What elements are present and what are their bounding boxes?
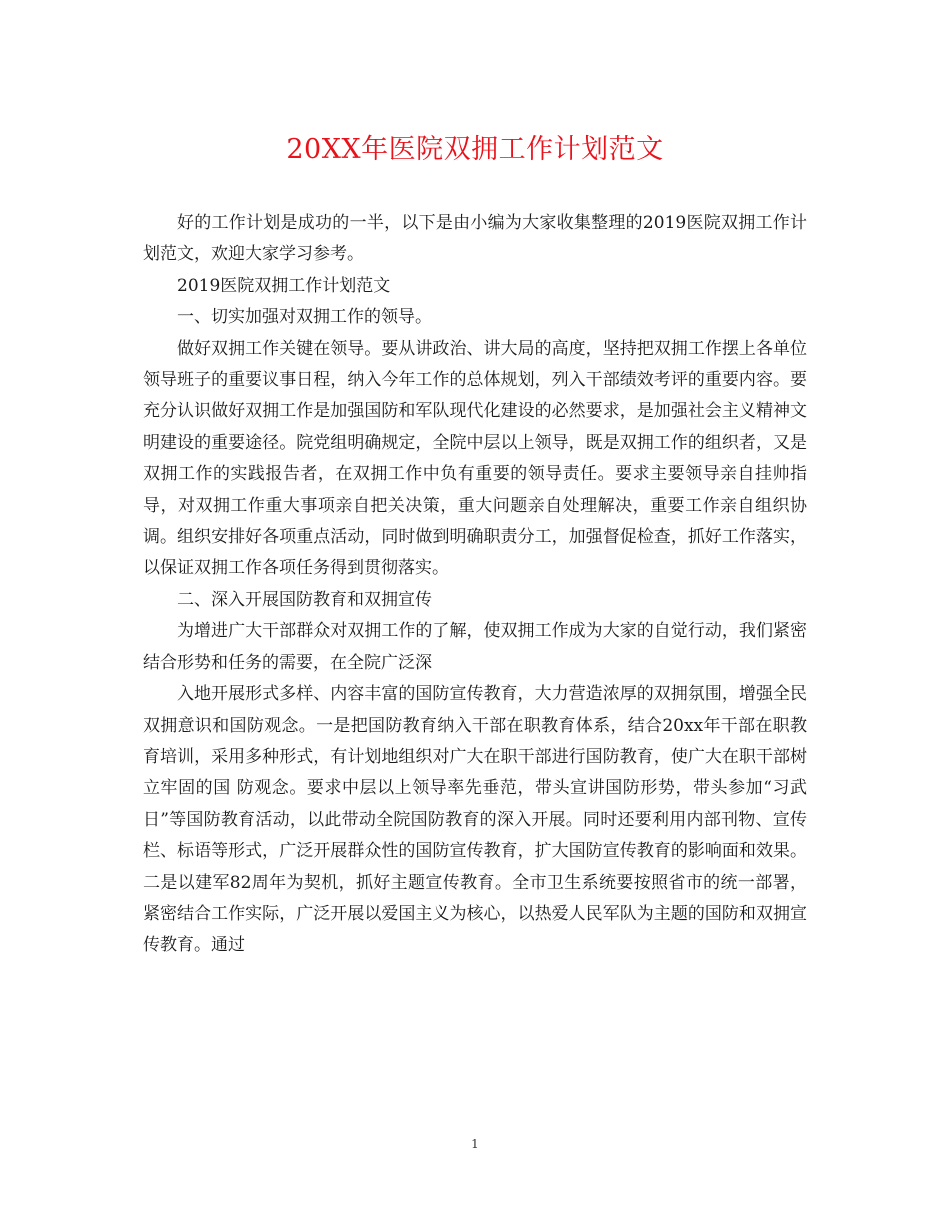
section-2-paragraph-2: 入地开展形式多样、内容丰富的国防宣传教育，大力营造浓厚的双拥氛围，增强全民双拥意识和国防观念。一是把国防教育纳入干部在职教育体系，结合20xx年干部在职教育培训，采用多种形式，有计划地组织对广大在职干部进行国防教育，使广大在职干部树立牢固的国 防观念。要求中层以上领导率先垂范，带头宣讲国防形势，带头参加“习武日”等国防教育活动，以此带动全院国防教育的深入开展。同时还要利用内部刊物、宣传栏、标语等形式，广泛开展群众性的国防宣传教育，扩大国防宣传教育的影响面和效果。二是以建军82周年为契机，抓好主题宣传教育。全市卫生系统要按照省市的统一部署，紧密结合工作实际，广泛开展以爱国主义为核心，以热爱人民军队为主题的国防和双拥宣传教育。通过 — [143, 684, 807, 956]
subtitle-paragraph: 2019医院双拥工作计划范文 — [177, 275, 391, 296]
intro-paragraph: 好的工作计划是成功的一半，以下是由小编为大家收集整理的2019医院双拥工作计划范文，欢迎大家学习参考。 — [143, 213, 807, 265]
section-heading-2: 二、深入开展国防教育和双拥宣传 — [177, 589, 432, 610]
page-number: 1 — [471, 1137, 479, 1151]
section-heading-1: 一、切实加强对双拥工作的领导。 — [177, 307, 432, 328]
document-body — [143, 208, 807, 962]
document-title: 20XX年医院双拥工作计划范文 — [286, 134, 664, 165]
section-2-paragraph-1: 为增进广大干部群众对双拥工作的了解，使双拥工作成为大家的自觉行动，我们紧密结合形势和任务的需要，在全院广泛深 — [143, 621, 807, 673]
section-1-paragraph: 做好双拥工作关键在领导。要从讲政治、讲大局的高度，坚持把双拥工作摆上各单位领导班子的重要议事日程，纳入今年工作的总体规划，列入干部绩效考评的重要内容。要充分认识做好双拥工作是加强国防和军队现代化建设的必然要求，是加强社会主义精神文明建设的重要途径。院党组明确规定，全院中层以上领导，既是双拥工作的组织者，又是双拥工作的实践报告者，在双拥工作中负有重要的领导责任。要求主要领导亲自挂帅指导，对双拥工作重大事项亲自把关决策，重大问题亲自处理解决，重要工作亲自组织协调。组织安排好各项重点活动，同时做到明确职责分工，加强督促检查，抓好工作落实，以保证双拥工作各项任务得到贯彻落实。 — [143, 338, 807, 579]
